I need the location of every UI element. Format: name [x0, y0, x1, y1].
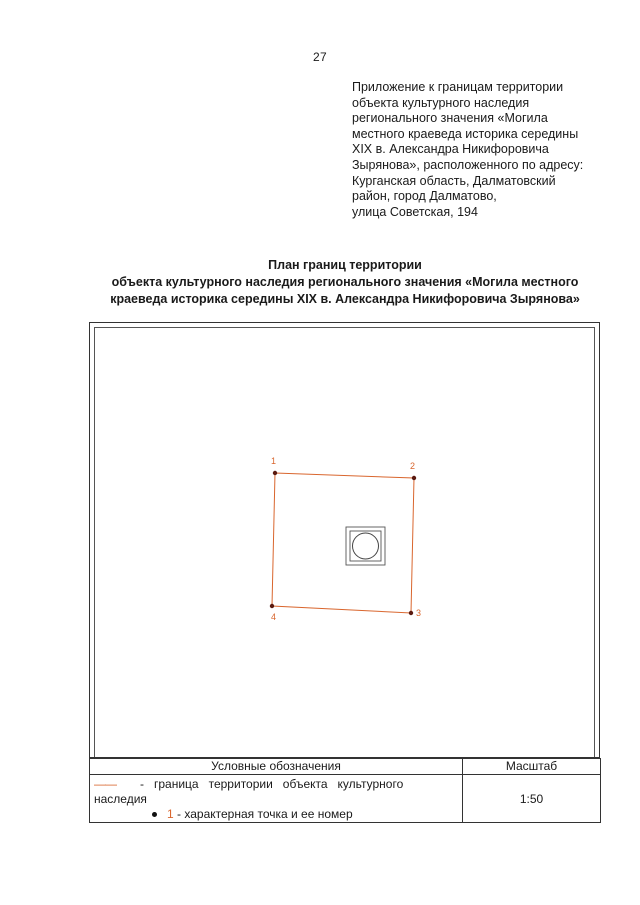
annex-line: район, город Далматово, — [352, 189, 497, 204]
boundary-description: - граница территории объекта культурного — [140, 777, 404, 791]
boundary-point-2 — [412, 476, 416, 480]
point-label-1: 1 — [271, 456, 277, 466]
annex-line: регионального значения «Могила — [352, 111, 548, 126]
boundary-description-cont: наследия — [94, 792, 147, 806]
point-symbol-number: 1 — [167, 807, 174, 821]
scale-value: 1:50 — [463, 775, 601, 823]
point-description: - характерная точка и ее номер — [173, 807, 353, 821]
grave-inner-outline — [350, 531, 381, 561]
plan-title — [70, 257, 620, 308]
point-label-4: 4 — [271, 612, 277, 622]
annex-line: Зырянова», расположенного по адресу: — [352, 157, 584, 172]
point-label-2: 2 — [410, 461, 416, 471]
plan-title-line: объекта культурного наследия регионального значения «Могила местного — [111, 275, 579, 289]
territory-boundary — [272, 473, 414, 613]
annex-line: местного краеведа историка середины — [352, 126, 579, 141]
legend-body — [90, 775, 463, 823]
annex-line: Приложение к границам территории — [352, 80, 564, 94]
plan-drawing — [90, 323, 601, 759]
boundary-point-3 — [409, 611, 413, 615]
annex-line: объекта культурного наследия — [352, 95, 530, 110]
grave-circle — [353, 533, 379, 559]
boundary-point-4 — [270, 604, 274, 608]
legend-table — [89, 758, 601, 823]
legend-header: Условные обозначения — [90, 759, 463, 775]
scale-header: Масштаб — [463, 759, 601, 775]
boundary-point-1 — [273, 471, 277, 475]
annex-line: улица Советская, 194 — [352, 204, 478, 219]
legend-point-entry — [94, 807, 458, 822]
annex-line: Курганская область, Далматовский — [352, 173, 556, 188]
page-number: 27 — [313, 50, 327, 64]
plan-title-line: краеведа историка середины XIX в. Александра Никифоровича Зырянова» — [110, 292, 580, 306]
annex-caption — [352, 80, 622, 220]
map-frame — [89, 322, 600, 758]
boundary-line-symbol: —— — [94, 777, 116, 791]
point-label-3: 3 — [416, 608, 422, 618]
annex-line: XIX в. Александра Никифоровича — [352, 142, 549, 157]
plan-title-line: План границ территории — [268, 258, 422, 272]
legend-boundary-entry — [94, 777, 458, 792]
point-symbol-icon — [152, 812, 157, 817]
